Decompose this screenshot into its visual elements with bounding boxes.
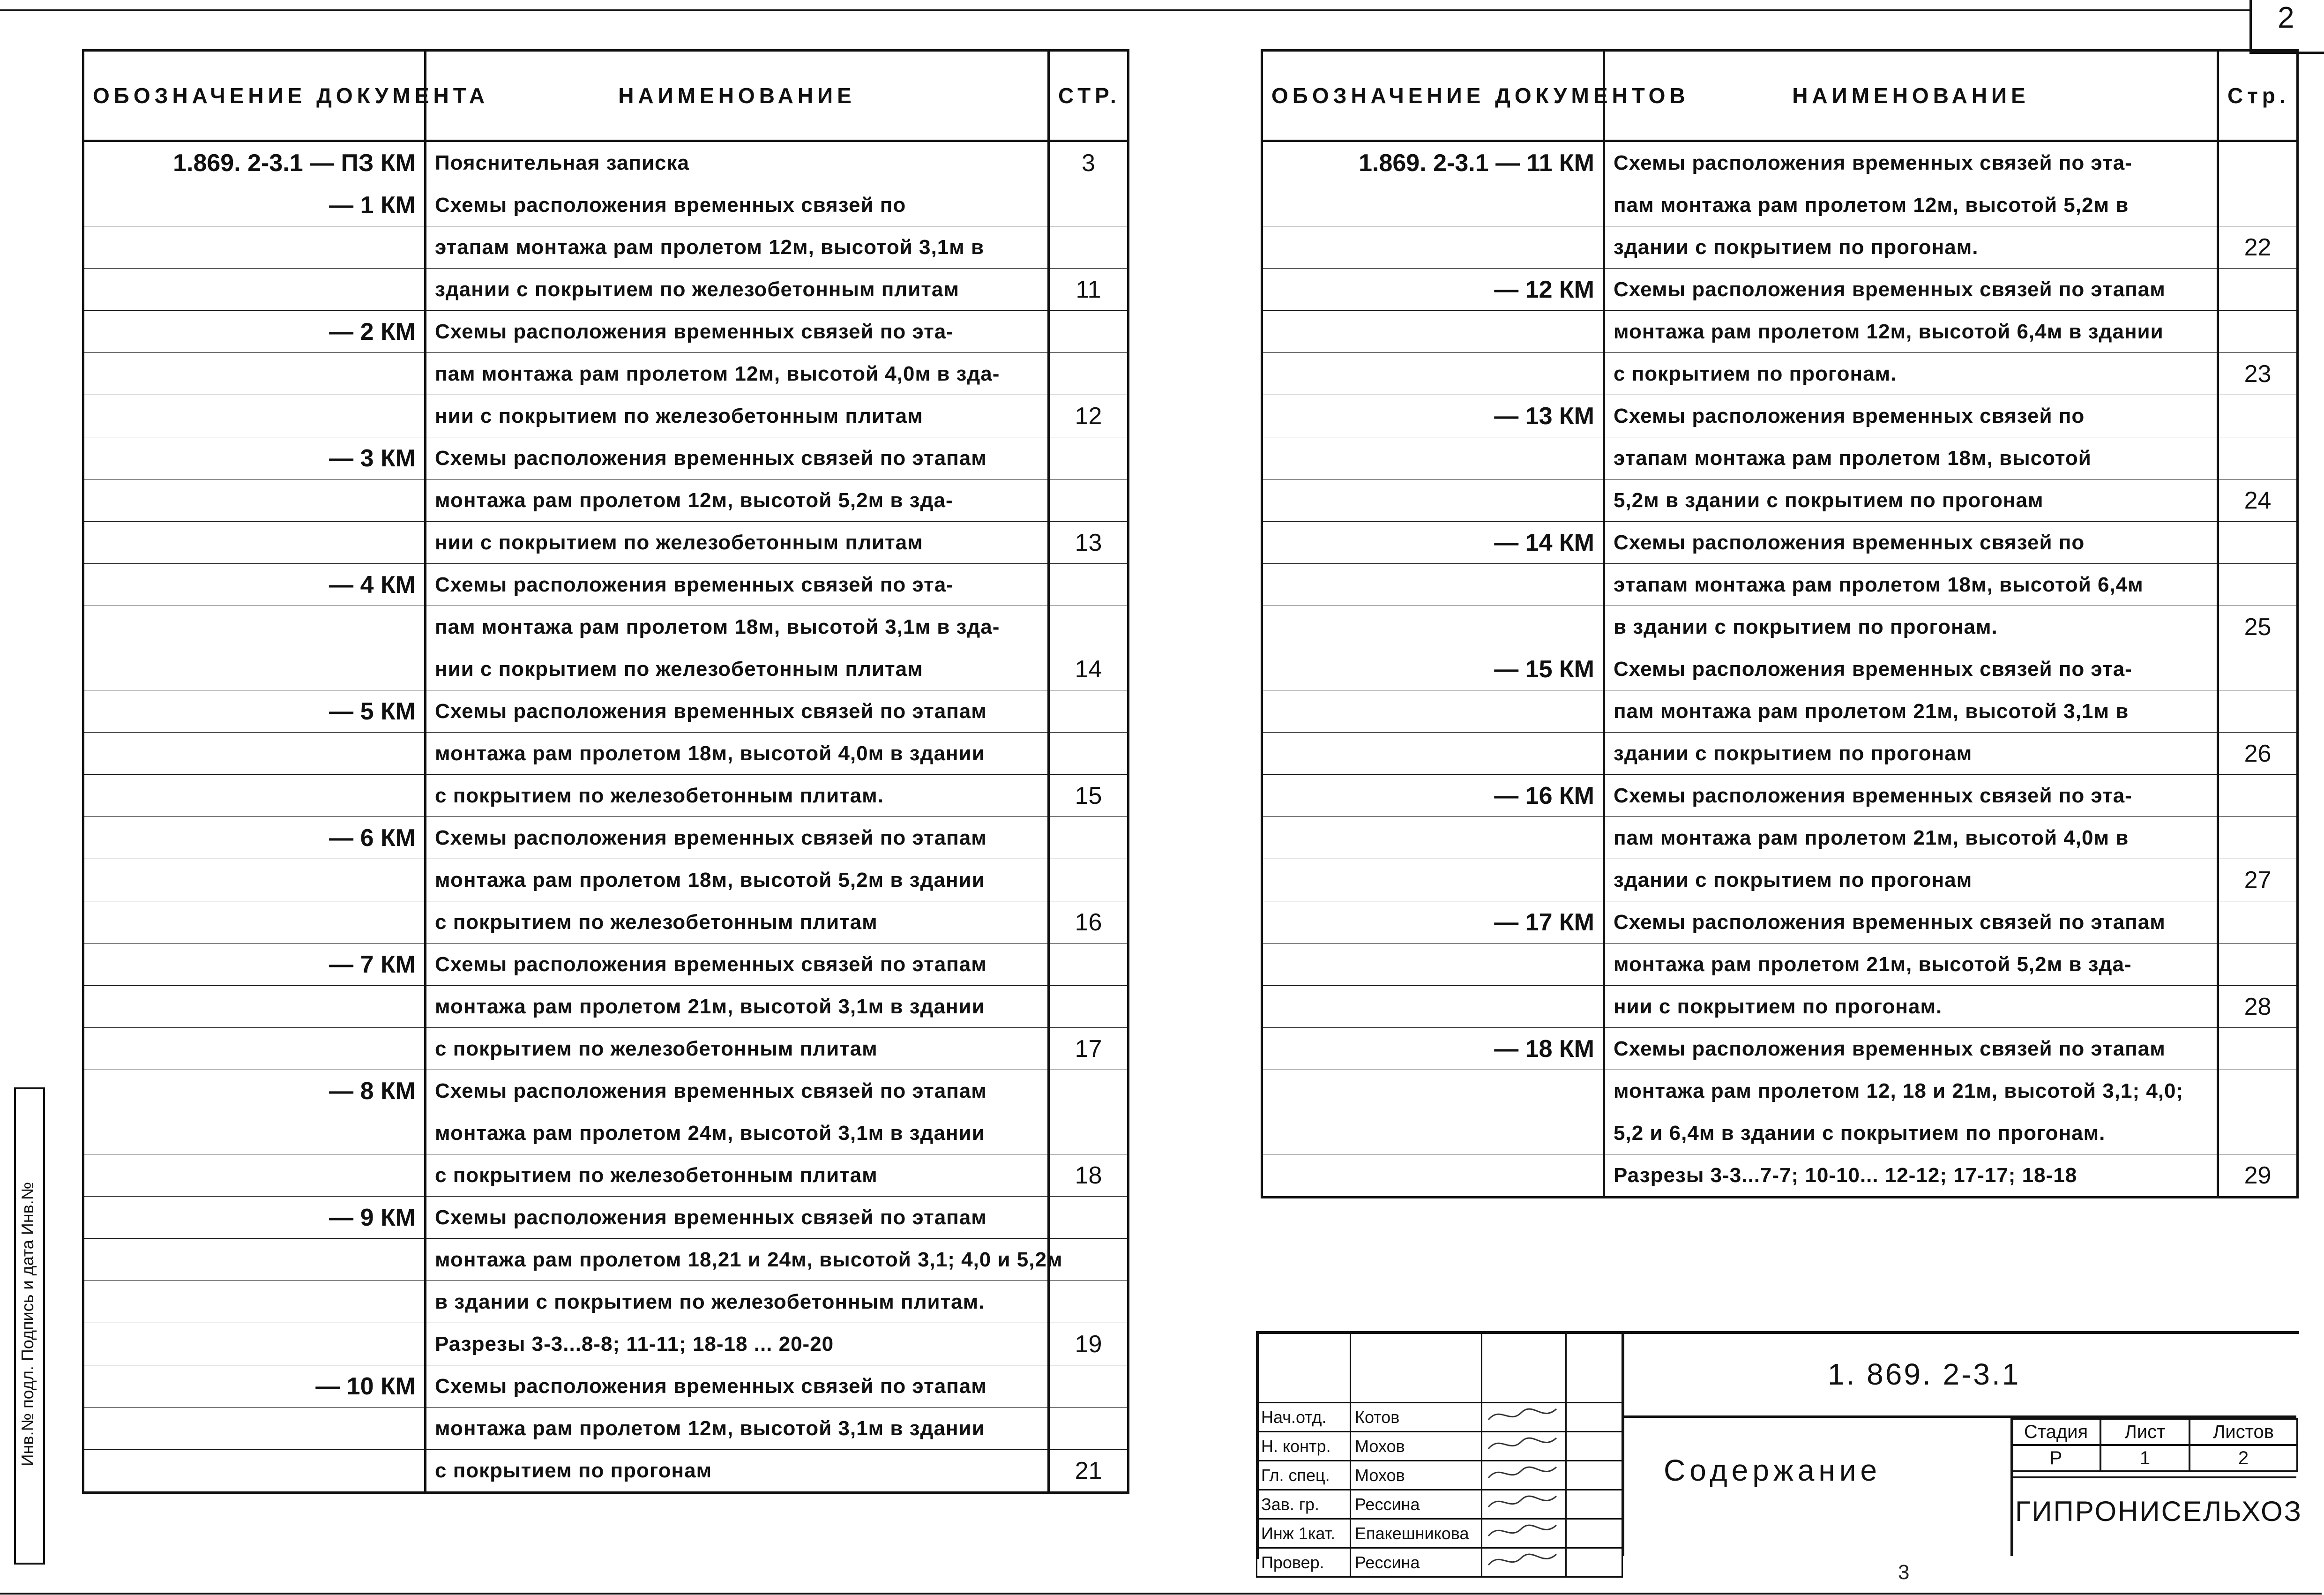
table-row <box>1262 479 2298 522</box>
table-row <box>83 733 1128 775</box>
doc-code <box>1262 311 1604 353</box>
header-page-right: Стр. <box>2218 51 2298 141</box>
signature-blank-cell <box>1482 1332 1566 1403</box>
doc-name: здании с покрытием по прогонам. <box>1604 226 2218 269</box>
page-number <box>1049 353 1128 395</box>
handwritten-signature <box>1482 1432 1566 1461</box>
doc-name: монтажа рам пролетом 24м, высотой 3,1м в здании <box>426 1112 1049 1154</box>
table-row <box>83 437 1128 479</box>
doc-name: с покрытием по прогонам. <box>1604 353 2218 395</box>
doc-name: монтажа рам пролетом 12м, высотой 3,1м в здании <box>426 1408 1049 1450</box>
doc-code: — 12 КМ <box>1262 269 1604 311</box>
page-number <box>1049 1070 1128 1112</box>
doc-code <box>1262 733 1604 775</box>
signature-row <box>1257 1519 1622 1548</box>
table-row <box>1262 311 2298 353</box>
page-number <box>2218 522 2298 564</box>
page-number <box>2218 1028 2298 1070</box>
doc-name: пам монтажа рам пролетом 12м, высотой 5,2м в <box>1604 184 2218 226</box>
table-row <box>83 395 1128 437</box>
table-row <box>83 141 1128 184</box>
signature-scribble-icon <box>1486 1520 1561 1543</box>
header-designation-right: ОБОЗНАЧЕНИЕ ДОКУМЕНТОВ <box>1262 51 1604 141</box>
doc-name: с покрытием по железобетонным плитам <box>426 901 1049 944</box>
page-number: 26 <box>2218 733 2298 775</box>
page-number: 23 <box>2218 353 2298 395</box>
page-number <box>1049 606 1128 648</box>
table-row <box>1262 859 2298 901</box>
doc-name: этапам монтажа рам пролетом 18м, высотой <box>1604 437 2218 479</box>
table-row <box>83 986 1128 1028</box>
doc-code <box>1262 226 1604 269</box>
doc-name: Схемы расположения временных связей по эта- <box>1604 141 2218 184</box>
signature-scribble-icon <box>1486 1549 1561 1572</box>
left-rows <box>83 141 1128 1493</box>
doc-code: — 1 КМ <box>83 184 426 226</box>
table-row <box>1262 775 2298 817</box>
page-number <box>2218 564 2298 606</box>
doc-code <box>1262 606 1604 648</box>
doc-name: Схемы расположения временных связей по <box>1604 522 2218 564</box>
page-number <box>2218 817 2298 859</box>
table-row <box>1262 1070 2298 1112</box>
table-row <box>1262 226 2298 269</box>
doc-name: нии с покрытием по железобетонным плитам <box>426 395 1049 437</box>
doc-code <box>1262 817 1604 859</box>
table-row <box>1262 1028 2298 1070</box>
doc-code <box>83 733 426 775</box>
doc-code: — 6 КМ <box>83 817 426 859</box>
table-row <box>83 648 1128 690</box>
doc-code <box>83 269 426 311</box>
table-row <box>83 859 1128 901</box>
doc-name: Схемы расположения временных связей по этапам <box>426 1070 1049 1112</box>
page-number <box>2218 269 2298 311</box>
doc-name: Разрезы 3-3...7-7; 10-10... 12-12; 17-17; 18-18 <box>1604 1154 2218 1198</box>
sheet-title: Содержание <box>1664 1453 1882 1487</box>
page-number: 15 <box>1049 775 1128 817</box>
org-rule <box>2010 1476 2296 1478</box>
table-row <box>83 311 1128 353</box>
doc-name: пам монтажа рам пролетом 21м, высотой 4,0м в <box>1604 817 2218 859</box>
doc-name: 5,2м в здании с покрытием по прогонам <box>1604 479 2218 522</box>
doc-code <box>83 395 426 437</box>
doc-code <box>83 1112 426 1154</box>
doc-code <box>83 986 426 1028</box>
page-number <box>1049 437 1128 479</box>
table-row <box>83 690 1128 733</box>
signature-name: Епакешникова <box>1351 1519 1482 1548</box>
signature-date-cell <box>1566 1461 1622 1490</box>
doc-name: нии с покрытием по железобетонным плитам <box>426 522 1049 564</box>
doc-code <box>1262 437 1604 479</box>
page-number: 12 <box>1049 395 1128 437</box>
page-number <box>2218 1112 2298 1154</box>
page-number: 16 <box>1049 901 1128 944</box>
table-row <box>1262 184 2298 226</box>
doc-name: Схемы расположения временных связей по этапам <box>426 1197 1049 1239</box>
signature-name: Мохов <box>1351 1432 1482 1461</box>
table-row <box>83 1112 1128 1154</box>
doc-name: Схемы расположения временных связей по эта- <box>426 564 1049 606</box>
table-row <box>83 1323 1128 1365</box>
doc-name: здании с покрытием по прогонам <box>1604 859 2218 901</box>
handwritten-signature <box>1482 1548 1566 1577</box>
page-number <box>2218 311 2298 353</box>
doc-code <box>83 901 426 944</box>
page-number: 14 <box>1049 648 1128 690</box>
doc-code: — 13 КМ <box>1262 395 1604 437</box>
table-row <box>1262 437 2298 479</box>
signature-name: Рессина <box>1351 1548 1482 1577</box>
signature-scribble-icon <box>1486 1461 1561 1485</box>
right-rows <box>1262 141 2298 1198</box>
signature-role: Нач.отд. <box>1257 1403 1351 1432</box>
sheets-value: 2 <box>2189 1445 2297 1471</box>
doc-code <box>83 1154 426 1197</box>
doc-name: Схемы расположения временных связей по <box>426 184 1049 226</box>
page-number <box>1049 184 1128 226</box>
handwritten-signature <box>1482 1461 1566 1490</box>
doc-code: 1.869. 2-3.1 — 11 КМ <box>1262 141 1604 184</box>
page-number <box>2218 944 2298 986</box>
doc-code <box>83 353 426 395</box>
table-row <box>1262 901 2298 944</box>
page-number: 21 <box>1049 1450 1128 1493</box>
table-row <box>83 817 1128 859</box>
doc-code <box>83 522 426 564</box>
signature-row <box>1257 1548 1622 1577</box>
table-row <box>1262 944 2298 986</box>
page-number <box>2218 775 2298 817</box>
doc-name: монтажа рам пролетом 21м, высотой 3,1м в здании <box>426 986 1049 1028</box>
doc-name: монтажа рам пролетом 12м, высотой 6,4м в здании <box>1604 311 2218 353</box>
table-row <box>1262 353 2298 395</box>
signature-scribble-icon <box>1486 1490 1561 1514</box>
sheets-header: Листов <box>2189 1419 2297 1445</box>
signature-row <box>1257 1490 1622 1519</box>
page-number <box>1049 1408 1128 1450</box>
signature-name: Рессина <box>1351 1490 1482 1519</box>
doc-code <box>1262 1070 1604 1112</box>
table-row <box>1262 733 2298 775</box>
doc-name: с покрытием по железобетонным плитам <box>426 1154 1049 1197</box>
doc-name: Схемы расположения временных связей по этапам <box>426 690 1049 733</box>
doc-name: пам монтажа рам пролетом 21м, высотой 3,1м в <box>1604 690 2218 733</box>
doc-name: этапам монтажа рам пролетом 18м, высотой 6,4м <box>1604 564 2218 606</box>
signature-date-cell <box>1566 1548 1622 1577</box>
doc-code: — 16 КМ <box>1262 775 1604 817</box>
table-row <box>83 1408 1128 1450</box>
doc-name: Схемы расположения временных связей по <box>1604 395 2218 437</box>
doc-name: Схемы расположения временных связей по эта- <box>426 311 1049 353</box>
doc-code: — 2 КМ <box>83 311 426 353</box>
doc-name: Схемы расположения временных связей по этапам <box>426 1365 1049 1408</box>
signature-row <box>1257 1432 1622 1461</box>
doc-name: монтажа рам пролетом 12м, высотой 5,2м в зда- <box>426 479 1049 522</box>
page-number <box>1049 1365 1128 1408</box>
doc-code <box>1262 1154 1604 1198</box>
doc-code <box>1262 479 1604 522</box>
document-number: 1. 869. 2-3.1 <box>1828 1357 2021 1391</box>
doc-code: — 7 КМ <box>83 944 426 986</box>
table-row <box>83 1070 1128 1112</box>
table-row <box>83 1028 1128 1070</box>
page-number: 19 <box>1049 1323 1128 1365</box>
table-row <box>1262 986 2298 1028</box>
doc-code <box>83 606 426 648</box>
page-number: 18 <box>1049 1154 1128 1197</box>
doc-code <box>1262 859 1604 901</box>
page-number: 29 <box>2218 1154 2298 1198</box>
table-row <box>83 1281 1128 1323</box>
page-number <box>2218 901 2298 944</box>
page-number: 28 <box>2218 986 2298 1028</box>
table-row <box>83 479 1128 522</box>
page-number <box>2218 395 2298 437</box>
doc-name: 5,2 и 6,4м в здании с покрытием по прогонам. <box>1604 1112 2218 1154</box>
table-row <box>83 606 1128 648</box>
doc-name: монтажа рам пролетом 21м, высотой 5,2м в зда- <box>1604 944 2218 986</box>
sheet-header: Лист <box>2100 1419 2189 1445</box>
doc-code: — 14 КМ <box>1262 522 1604 564</box>
table-row <box>83 1197 1128 1239</box>
page-number <box>1049 479 1128 522</box>
table-row <box>1262 606 2298 648</box>
table-row <box>83 1239 1128 1281</box>
doc-name: Схемы расположения временных связей по этапам <box>1604 1028 2218 1070</box>
doc-name: Схемы расположения временных связей по этапам <box>1604 269 2218 311</box>
page-number <box>1049 1197 1128 1239</box>
doc-code <box>83 1281 426 1323</box>
page-number: 17 <box>1049 1028 1128 1070</box>
doc-code <box>1262 690 1604 733</box>
page-number <box>1049 564 1128 606</box>
page-number <box>2218 437 2298 479</box>
page-number: 27 <box>2218 859 2298 901</box>
page-number: 24 <box>2218 479 2298 522</box>
header-designation: ОБОЗНАЧЕНИЕ ДОКУМЕНТА <box>83 51 426 141</box>
header-name-right: НАИМЕНОВАНИЕ <box>1604 51 2218 141</box>
table-row <box>1262 1112 2298 1154</box>
page-number <box>2218 1070 2298 1112</box>
signature-date-cell <box>1566 1432 1622 1461</box>
table-row <box>83 901 1128 944</box>
doc-name: Схемы расположения временных связей по этапам <box>426 817 1049 859</box>
stamp-divider <box>1622 1331 1624 1556</box>
page-number: 13 <box>1049 522 1128 564</box>
page-number <box>2218 690 2298 733</box>
sheet-number: 2 <box>2278 0 2294 34</box>
page-number: 22 <box>2218 226 2298 269</box>
doc-code <box>1262 353 1604 395</box>
contents-table-right <box>1261 49 2299 1198</box>
signature-blank-cell <box>1351 1332 1482 1403</box>
stage-value: Р <box>2011 1445 2100 1471</box>
doc-code: — 8 КМ <box>83 1070 426 1112</box>
doc-code: — 5 КМ <box>83 690 426 733</box>
page-number <box>2218 184 2298 226</box>
doc-code <box>83 1450 426 1493</box>
table-row <box>83 522 1128 564</box>
doc-code: — 3 КМ <box>83 437 426 479</box>
table-row <box>1262 817 2298 859</box>
contents-table-left <box>82 49 1129 1494</box>
doc-code <box>83 775 426 817</box>
table-row <box>1262 690 2298 733</box>
doc-name: здании с покрытием по прогонам <box>1604 733 2218 775</box>
doc-code: — 15 КМ <box>1262 648 1604 690</box>
doc-name: Пояснительная записка <box>426 141 1049 184</box>
doc-name: Схемы расположения временных связей по эта- <box>1604 648 2218 690</box>
doc-name: в здании с покрытием по прогонам. <box>1604 606 2218 648</box>
doc-code <box>1262 1112 1604 1154</box>
doc-code <box>1262 944 1604 986</box>
signature-scribble-icon <box>1486 1432 1561 1456</box>
signature-role: Н. контр. <box>1257 1432 1351 1461</box>
doc-code <box>83 479 426 522</box>
table-row <box>83 184 1128 226</box>
signature-role: Провер. <box>1257 1548 1351 1577</box>
doc-code <box>83 859 426 901</box>
doc-code <box>1262 184 1604 226</box>
side-strip-label: Инв.№ подл. Подпись и дата Инв.№ <box>18 1182 37 1467</box>
signature-role: Инж 1кат. <box>1257 1519 1351 1548</box>
bottom-frame-line <box>0 1593 2322 1595</box>
doc-name: Схемы расположения временных связей по этапам <box>426 944 1049 986</box>
doc-name: Разрезы 3-3...8-8; 11-11; 18-18 ... 20-20 <box>426 1323 1049 1365</box>
stage-header: Стадия <box>2011 1419 2100 1445</box>
page-number <box>1049 817 1128 859</box>
doc-name: с покрытием по железобетонным плитам. <box>426 775 1049 817</box>
header-page: СТР. <box>1049 51 1128 141</box>
doc-name: в здании с покрытием по железобетонным плитам. <box>426 1281 1049 1323</box>
table-row <box>1262 395 2298 437</box>
handwritten-signature <box>1482 1519 1566 1548</box>
page-number <box>2218 648 2298 690</box>
doc-code: — 9 КМ <box>83 1197 426 1239</box>
table-row <box>83 1154 1128 1197</box>
doc-name: Схемы расположения временных связей по этапам <box>426 437 1049 479</box>
table-row <box>1262 1154 2298 1198</box>
table-row <box>1262 269 2298 311</box>
doc-code <box>83 1239 426 1281</box>
stage-table <box>2010 1418 2298 1472</box>
doc-code <box>83 648 426 690</box>
signature-blank-cell <box>1257 1332 1351 1403</box>
table-row <box>83 944 1128 986</box>
doc-code <box>83 1028 426 1070</box>
doc-name: с покрытием по железобетонным плитам <box>426 1028 1049 1070</box>
page-number: 25 <box>2218 606 2298 648</box>
table-row <box>83 775 1128 817</box>
doc-name: монтажа рам пролетом 18м, высотой 5,2м в здании <box>426 859 1049 901</box>
signature-date-cell <box>1566 1519 1622 1548</box>
top-frame-line <box>0 9 2249 11</box>
doc-code <box>83 226 426 269</box>
page-number <box>1049 944 1128 986</box>
signature-row <box>1257 1403 1622 1432</box>
signature-name: Мохов <box>1351 1461 1482 1490</box>
table-row <box>1262 648 2298 690</box>
page-number: 3 <box>1049 141 1128 184</box>
footer-note: 3 <box>1898 1561 1910 1584</box>
sheet-value: 1 <box>2100 1445 2189 1471</box>
doc-name: нии с покрытием по железобетонным плитам <box>426 648 1049 690</box>
doc-name: Схемы расположения временных связей по эта- <box>1604 775 2218 817</box>
signature-scribble-icon <box>1486 1403 1561 1427</box>
page-number <box>1049 986 1128 1028</box>
table-row <box>83 1450 1128 1493</box>
doc-code: — 18 КМ <box>1262 1028 1604 1070</box>
page-number <box>1049 1112 1128 1154</box>
table-row <box>83 269 1128 311</box>
table-row <box>1262 564 2298 606</box>
doc-name: Схемы расположения временных связей по этапам <box>1604 901 2218 944</box>
doc-code: — 17 КМ <box>1262 901 1604 944</box>
table-row <box>1262 522 2298 564</box>
signature-name: Котов <box>1351 1403 1482 1432</box>
page-number <box>1049 1281 1128 1323</box>
doc-name: этапам монтажа рам пролетом 12м, высотой 3,1м в <box>426 226 1049 269</box>
page-number <box>1049 859 1128 901</box>
table-row <box>1262 141 2298 184</box>
organization: ГИПРОНИСЕЛЬХОЗ <box>2015 1496 2302 1527</box>
signature-table <box>1256 1331 1623 1578</box>
doc-code <box>1262 986 1604 1028</box>
signature-blank-cell <box>1566 1332 1622 1403</box>
handwritten-signature <box>1482 1490 1566 1519</box>
signature-row <box>1257 1461 1622 1490</box>
page-number: 11 <box>1049 269 1128 311</box>
page-number <box>1049 226 1128 269</box>
page-number <box>1049 690 1128 733</box>
page-number <box>1049 311 1128 353</box>
doc-name: монтажа рам пролетом 18м, высотой 4,0м в здании <box>426 733 1049 775</box>
doc-name: монтажа рам пролетом 12, 18 и 21м, высотой 3,1; 4,0; <box>1604 1070 2218 1112</box>
table-row <box>83 353 1128 395</box>
signature-role: Зав. гр. <box>1257 1490 1351 1519</box>
doc-code <box>1262 564 1604 606</box>
doc-code <box>83 1408 426 1450</box>
table-row <box>83 1365 1128 1408</box>
page-number <box>2218 141 2298 184</box>
doc-name: с покрытием по прогонам <box>426 1450 1049 1493</box>
table-row <box>83 226 1128 269</box>
table-row <box>83 564 1128 606</box>
doc-name: пам монтажа рам пролетом 12м, высотой 4,0м в зда- <box>426 353 1049 395</box>
signature-role: Гл. спец. <box>1257 1461 1351 1490</box>
header-name: НАИМЕНОВАНИЕ <box>426 51 1049 141</box>
doc-name: нии с покрытием по прогонам. <box>1604 986 2218 1028</box>
page-number <box>1049 733 1128 775</box>
doc-name: пам монтажа рам пролетом 18м, высотой 3,1м в зда- <box>426 606 1049 648</box>
doc-code: — 10 КМ <box>83 1365 426 1408</box>
doc-name: монтажа рам пролетом 18,21 и 24м, высотой 3,1; 4,0 и 5,2м <box>426 1239 1049 1281</box>
doc-name: здании с покрытием по железобетонным плитам <box>426 269 1049 311</box>
doc-code: 1.869. 2-3.1 — ПЗ КМ <box>83 141 426 184</box>
doc-code <box>83 1323 426 1365</box>
signature-date-cell <box>1566 1403 1622 1432</box>
handwritten-signature <box>1482 1403 1566 1432</box>
doc-code: — 4 КМ <box>83 564 426 606</box>
signature-date-cell <box>1566 1490 1622 1519</box>
